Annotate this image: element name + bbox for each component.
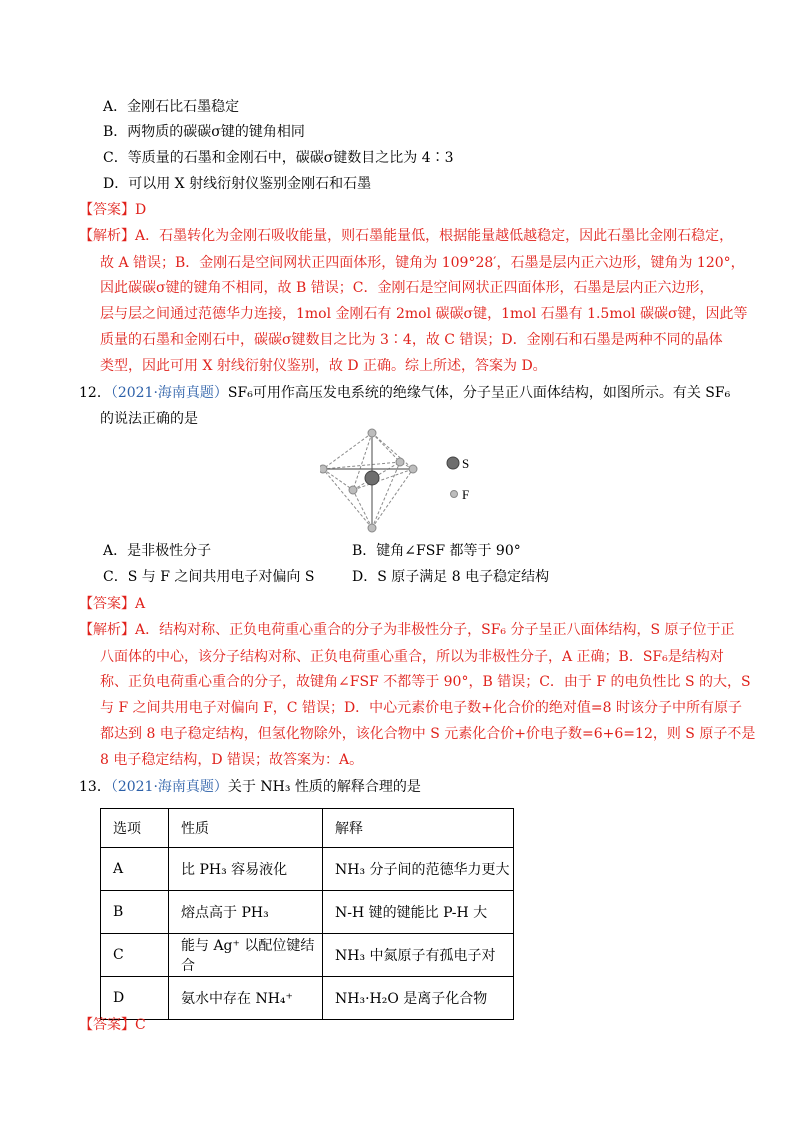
legend-f-atom bbox=[451, 491, 458, 498]
q12-option-a: A．是非极性分子 bbox=[103, 543, 212, 559]
answer-value: A bbox=[135, 596, 146, 612]
s-atom bbox=[365, 471, 379, 485]
q12-option-b: B．键角∠FSF 都等于 90° bbox=[352, 543, 521, 559]
q11-option-a: A．金刚石比石墨稳定 bbox=[103, 99, 240, 115]
question-source: （2021·海南真题） bbox=[110, 779, 228, 795]
table-cell: 能与 Ag⁺ 以配位键结合 bbox=[169, 934, 323, 977]
table-row bbox=[101, 934, 514, 977]
answer-value: D bbox=[135, 202, 147, 218]
q12-analysis-line bbox=[79, 620, 735, 640]
q12-stem bbox=[79, 383, 730, 403]
analysis-tag: 【解析】 bbox=[79, 228, 135, 244]
q11-analysis-line: 质量的石墨和金刚石中，碳碳σ键数目之比为 3∶4，故 C 错误；D．金刚石和石墨是两种不同的晶体 bbox=[100, 332, 723, 348]
legend-s-label: S bbox=[462, 456, 470, 471]
q12-analysis-line: 称、正负电荷重心重合的分子，故键角∠FSF 不都等于 90°，B 错误；C．由于 F 的电负性比 S 的大，S bbox=[100, 674, 751, 690]
q12-analysis-line: 八面体的中心，该分子结构对称、正负电荷重心重合，所以为非极性分子，A 正确；B．SF₆是结构对 bbox=[100, 649, 724, 665]
legend-s-atom bbox=[447, 457, 459, 469]
table-cell: 比 PH₃ 容易液化 bbox=[169, 848, 323, 891]
question-stem: 关于 NH₃ 性质的解释合理的是 bbox=[227, 779, 421, 795]
table-cell: B bbox=[101, 891, 169, 934]
table-row bbox=[101, 891, 514, 934]
q13-answer bbox=[79, 1015, 146, 1035]
answer-tag: 【答案】 bbox=[79, 1017, 135, 1033]
table-cell: NH₃·H₂O 是离子化合物 bbox=[323, 977, 514, 1020]
answer-tag: 【答案】 bbox=[79, 202, 135, 218]
q11-analysis-line bbox=[79, 226, 733, 246]
q11-option-d: D．可以用 X 射线衍射仪鉴别金刚石和石墨 bbox=[103, 176, 372, 192]
q12-answer bbox=[79, 594, 145, 614]
question-number: 13． bbox=[79, 779, 111, 795]
table-header-cell: 性质 bbox=[169, 809, 323, 848]
q11-analysis-line: 类型，因此可用 X 射线衍射仪鉴别，故 D 正确。综上所述，答案为 D。 bbox=[100, 358, 547, 374]
analysis-text: A．石墨转化为金刚石吸收能量，则石墨能量低，根据能量越低越稳定，因此石墨比金刚石稳定， bbox=[135, 228, 734, 244]
table-cell: D bbox=[101, 977, 169, 1020]
analysis-tag: 【解析】 bbox=[79, 622, 135, 638]
table-cell: 熔点高于 PH₃ bbox=[169, 891, 323, 934]
table-header-row bbox=[101, 809, 514, 848]
question-source: （2021·海南真题） bbox=[110, 385, 228, 401]
q11-analysis-line: 层与层之间通过范德华力连接，1mol 金刚石有 2mol 碳碳σ键，1mol 石墨有 1.5mol 碳碳σ键，因此等 bbox=[100, 306, 748, 322]
q13-table bbox=[100, 808, 514, 1020]
table-row bbox=[101, 977, 514, 1020]
f-atom bbox=[396, 458, 404, 466]
f-atom bbox=[368, 429, 376, 437]
q12-analysis-line: 与 F 之间共用电子对偏向 F，C 错误；D．中心元素价电子数+化合价的绝对值=8 时该分子中所有原子 bbox=[100, 700, 742, 716]
sf6-molecule-figure bbox=[320, 428, 500, 538]
f-atom bbox=[368, 524, 376, 532]
f-atom bbox=[320, 465, 327, 473]
answer-value: C bbox=[135, 1017, 146, 1033]
table-cell: N-H 键的键能比 P-H 大 bbox=[323, 891, 514, 934]
q12-stem-cont: 的说法正确的是 bbox=[100, 411, 198, 427]
table-header-cell: 选项 bbox=[101, 809, 169, 848]
q12-option-c: C．S 与 F 之间共用电子对偏向 S bbox=[103, 569, 315, 585]
table-cell: A bbox=[101, 848, 169, 891]
answer-tag: 【答案】 bbox=[79, 596, 135, 612]
analysis-text: A．结构对称、正负电荷重心重合的分子为非极性分子，SF₆ 分子呈正八面体结构，S 原子位于正 bbox=[135, 622, 735, 638]
f-atom bbox=[409, 465, 417, 473]
table-cell: NH₃ 分子间的范德华力更大 bbox=[323, 848, 514, 891]
q11-answer bbox=[79, 200, 146, 220]
q11-analysis-line: 故 A 错误；B．金刚石是空间网状正四面体形，键角为 109°28′，石墨是层内正六边形，键角为 120°， bbox=[100, 255, 745, 271]
table-header-cell: 解释 bbox=[323, 809, 514, 848]
legend-f-label: F bbox=[462, 487, 470, 502]
question-stem: SF₆可用作高压发电系统的绝缘气体，分子呈正八面体结构，如图所示。有关 SF₆ bbox=[227, 385, 731, 401]
table-row bbox=[101, 848, 514, 891]
table-cell: C bbox=[101, 934, 169, 977]
f-atom bbox=[349, 486, 357, 494]
table-cell: 氨水中存在 NH₄⁺ bbox=[169, 977, 323, 1020]
q11-option-b: B．两物质的碳碳σ键的键角相同 bbox=[103, 124, 305, 140]
q12-option-d: D．S 原子满足 8 电子稳定结构 bbox=[352, 569, 550, 585]
question-number: 12． bbox=[79, 385, 111, 401]
q12-analysis-line: 8 电子稳定结构，D 错误；故答案为：A。 bbox=[100, 752, 364, 768]
table-cell: NH₃ 中氮原子有孤电子对 bbox=[323, 934, 514, 977]
q11-option-c: C．等质量的石墨和金刚石中，碳碳σ键数目之比为 4∶3 bbox=[103, 150, 454, 166]
q11-analysis-line: 因此碳碳σ键的键角不相同，故 B 错误；C．金刚石是空间网状正四面体形，石墨是层内正六边形， bbox=[100, 280, 714, 296]
q12-analysis-line: 都达到 8 电子稳定结构，但氢化物除外，该化合物中 S 元素化合价+价电子数=6+6=12，则 S 原子不是 bbox=[100, 726, 756, 742]
q13-stem bbox=[79, 777, 421, 797]
